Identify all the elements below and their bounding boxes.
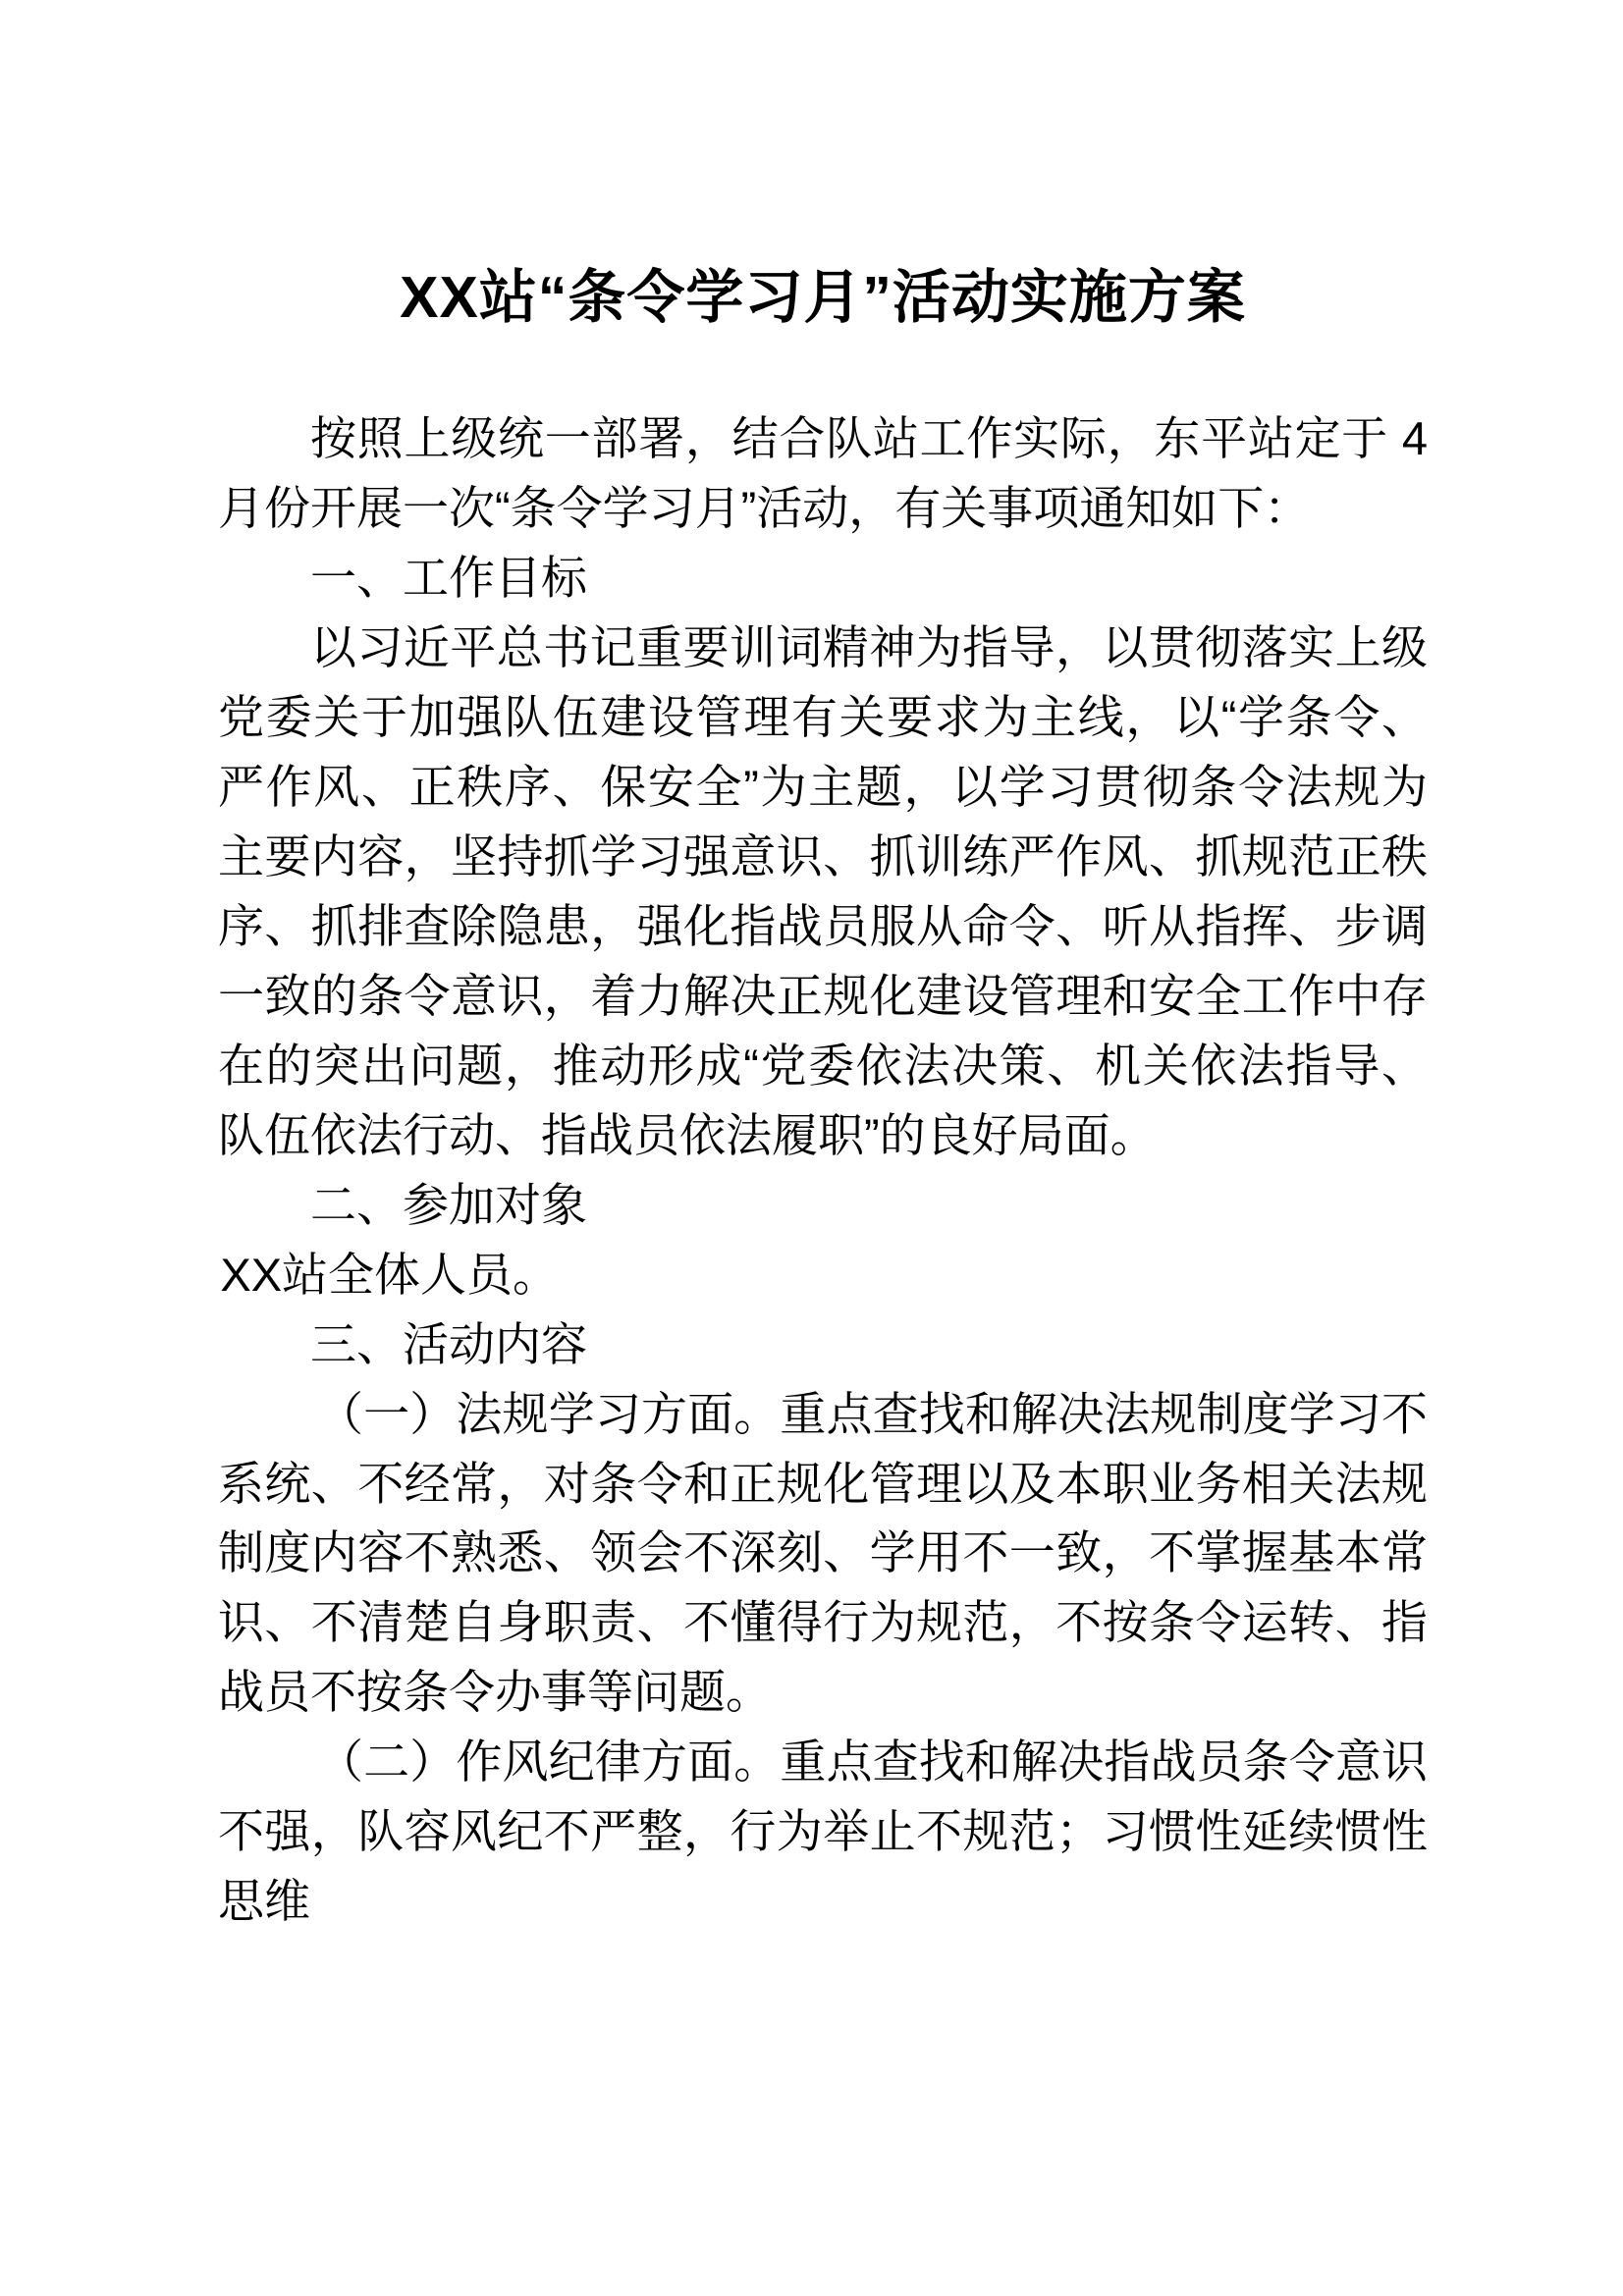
page-title: XX站“条令学习月”活动实施方案 <box>400 265 1246 330</box>
section-heading-participants: 二、参加对象 <box>310 1178 587 1231</box>
paragraph-intro: 按照上级统一部署，结合队站工作实际，东平站定于 4 月份开展一次“条令学习月”活动，有关事项通知如下： <box>218 411 1428 534</box>
paragraph-work-goals: 以习近平总书记重要训词精神为指导，以贯彻落实上级党委关于加强队伍建设管理有关要求为主线，以“学条令、严作风、正秩序、保安全”为主题，以学习贯彻条令法规为主要内容，坚持抓学习强意识、抓训练严作风、抓规范正秩序、抓排查除隐患，强化指战员服从命令、听从指挥、步调一致的条令意识，着力解决正规化建设管理和安全工作中存在的突出问题，推动形成“党委依法决策、机关依法指导、队伍依法行动、指战员依法履职”的良好局面。 <box>218 620 1428 1161</box>
paragraph-participants: XX站全体人员。 <box>220 1248 560 1301</box>
document-body <box>218 404 1428 1937</box>
section-heading-activity-content: 三、活动内容 <box>310 1317 587 1370</box>
section-heading-work-goals: 一、工作目标 <box>310 551 587 604</box>
paragraph-item-regulations-study: （一）法规学习方面。重点查找和解决法规制度学习不系统、不经常，对条令和正规化管理以及本职业务相关法规制度内容不熟悉、领会不深刻、学用不一致，不掌握基本常识、不清楚自身职责、不懂得行为规范，不按条令运转、指战员不按条令办事等问题。 <box>218 1387 1428 1719</box>
document-content <box>218 0 1428 1937</box>
paragraph-item-conduct-discipline: （二）作风纪律方面。重点查找和解决指战员条令意识不强，队容风纪不严整，行为举止不规范；习惯性延续惯性思维 <box>218 1735 1428 1928</box>
